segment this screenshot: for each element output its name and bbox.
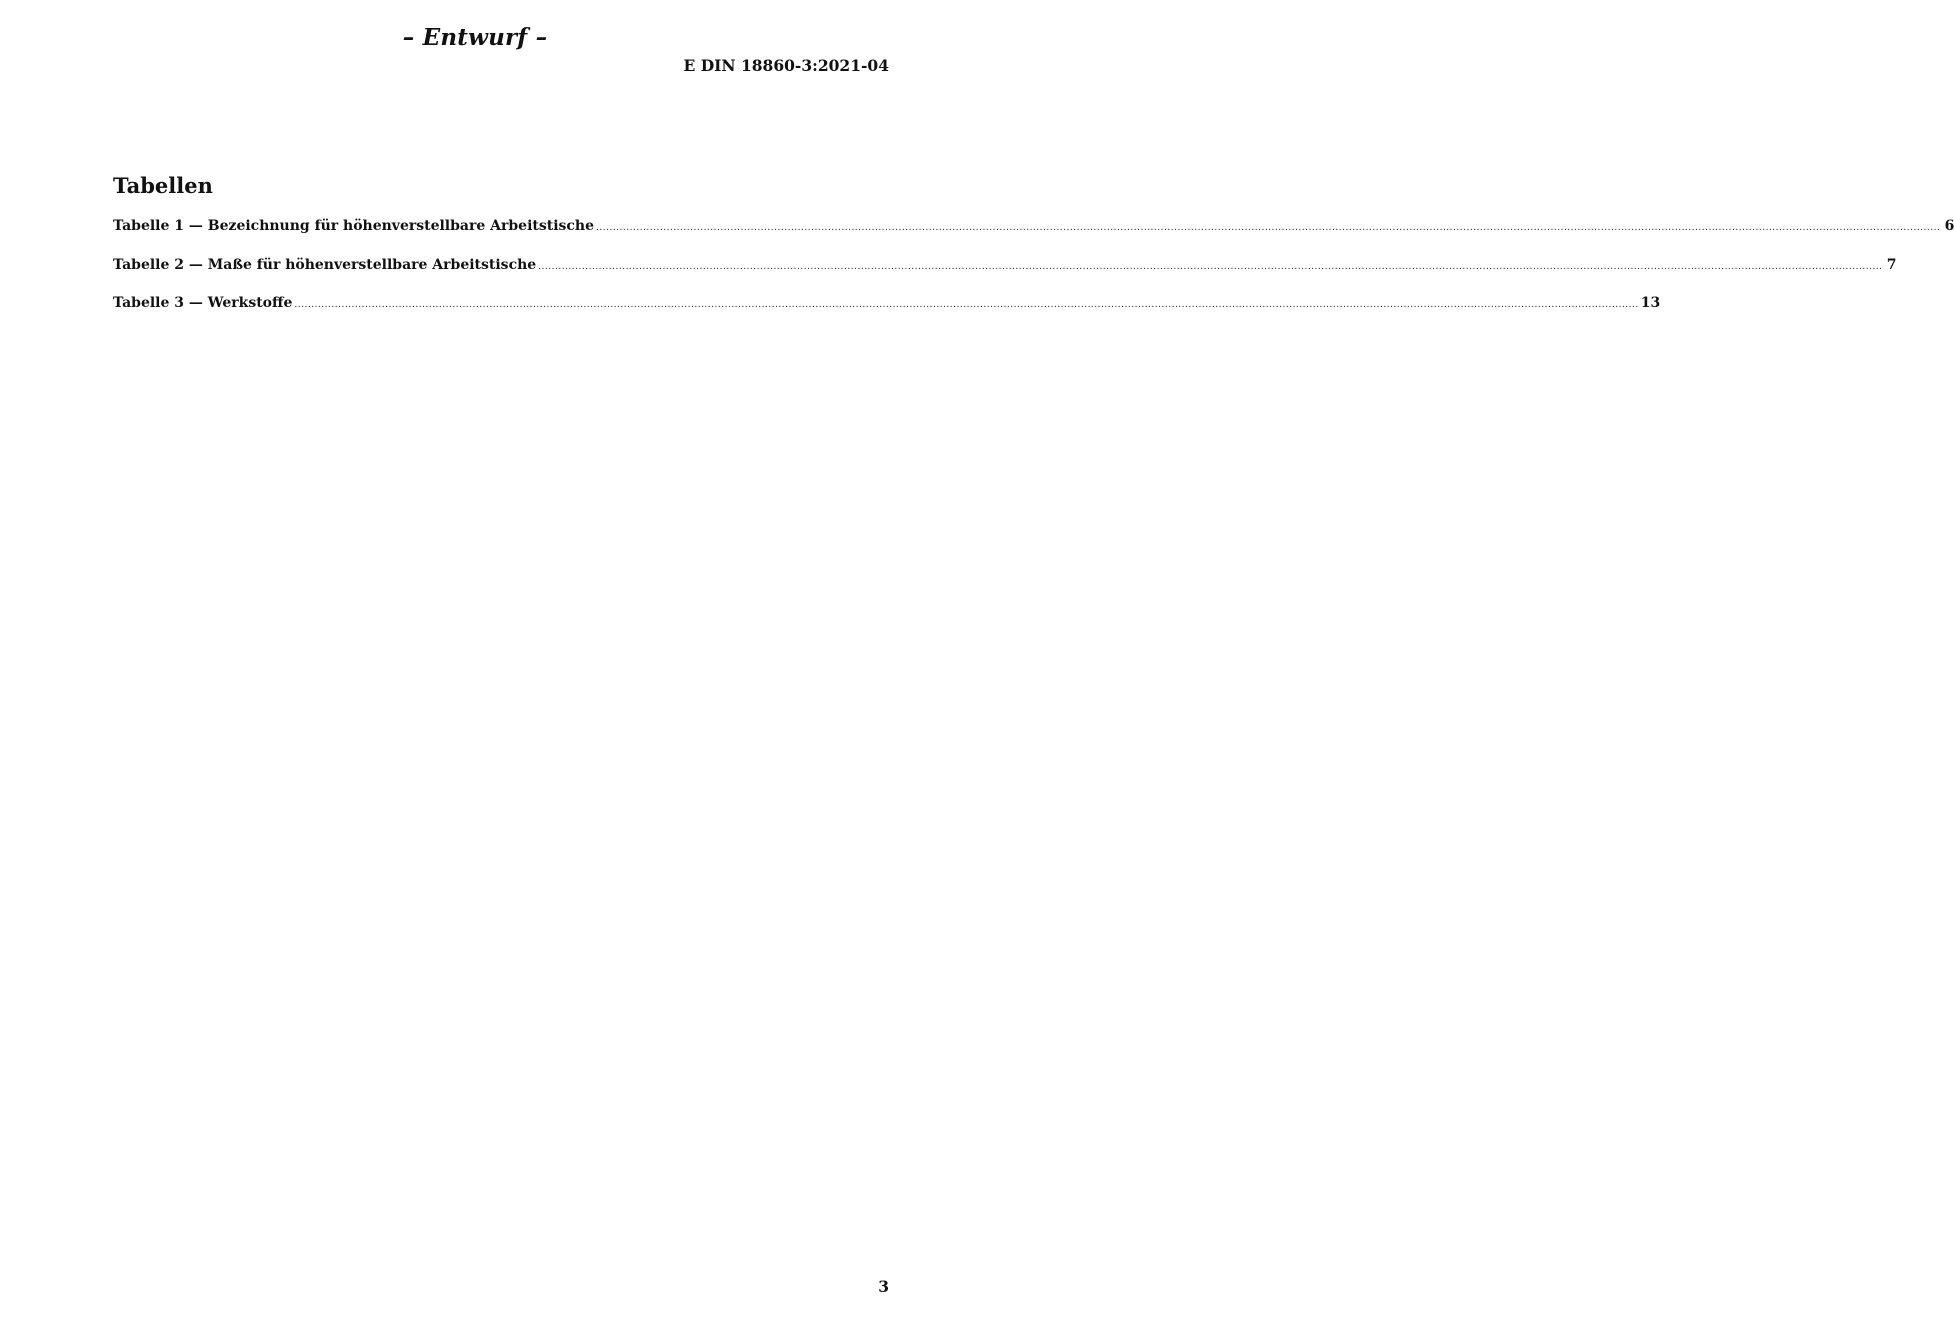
dot-leader: ................................................................................................................................................................................................................................................................................................................................................................................................................ — [538, 261, 1883, 272]
toc-entry-label: Tabelle 2 — Maße für höhenverstellbare Arbeitstische — [113, 256, 537, 273]
toc-entry-table-1[interactable] — [113, 218, 1954, 257]
dot-leader: ................................................................................................................................................................................................................................................................................................................................................................................................................ — [294, 300, 1639, 310]
toc-entry-page: 6 — [1944, 218, 1954, 234]
toc-entry-page: 7 — [1886, 256, 1897, 273]
section-title: Tabellen — [113, 173, 213, 198]
draft-watermark: – Entwurf – — [402, 24, 548, 51]
toc-entry-page: 13 — [1640, 295, 1661, 311]
toc-entry-label: Tabelle 1 — Bezeichnung für höhenverstellbare Arbeitstische — [113, 218, 595, 234]
toc-entry-table-3[interactable] — [113, 295, 1661, 334]
table-of-tables — [113, 218, 1954, 334]
page-number: 3 — [878, 1277, 889, 1296]
toc-entry-table-2[interactable] — [113, 256, 1897, 296]
document-id: E DIN 18860-3:2021-04 — [683, 56, 889, 75]
dot-leader: ................................................................................................................................................................................................................................................................................................................................................................................................................ — [596, 223, 1941, 233]
toc-entry-label: Tabelle 3 — Werkstoffe — [113, 295, 293, 311]
